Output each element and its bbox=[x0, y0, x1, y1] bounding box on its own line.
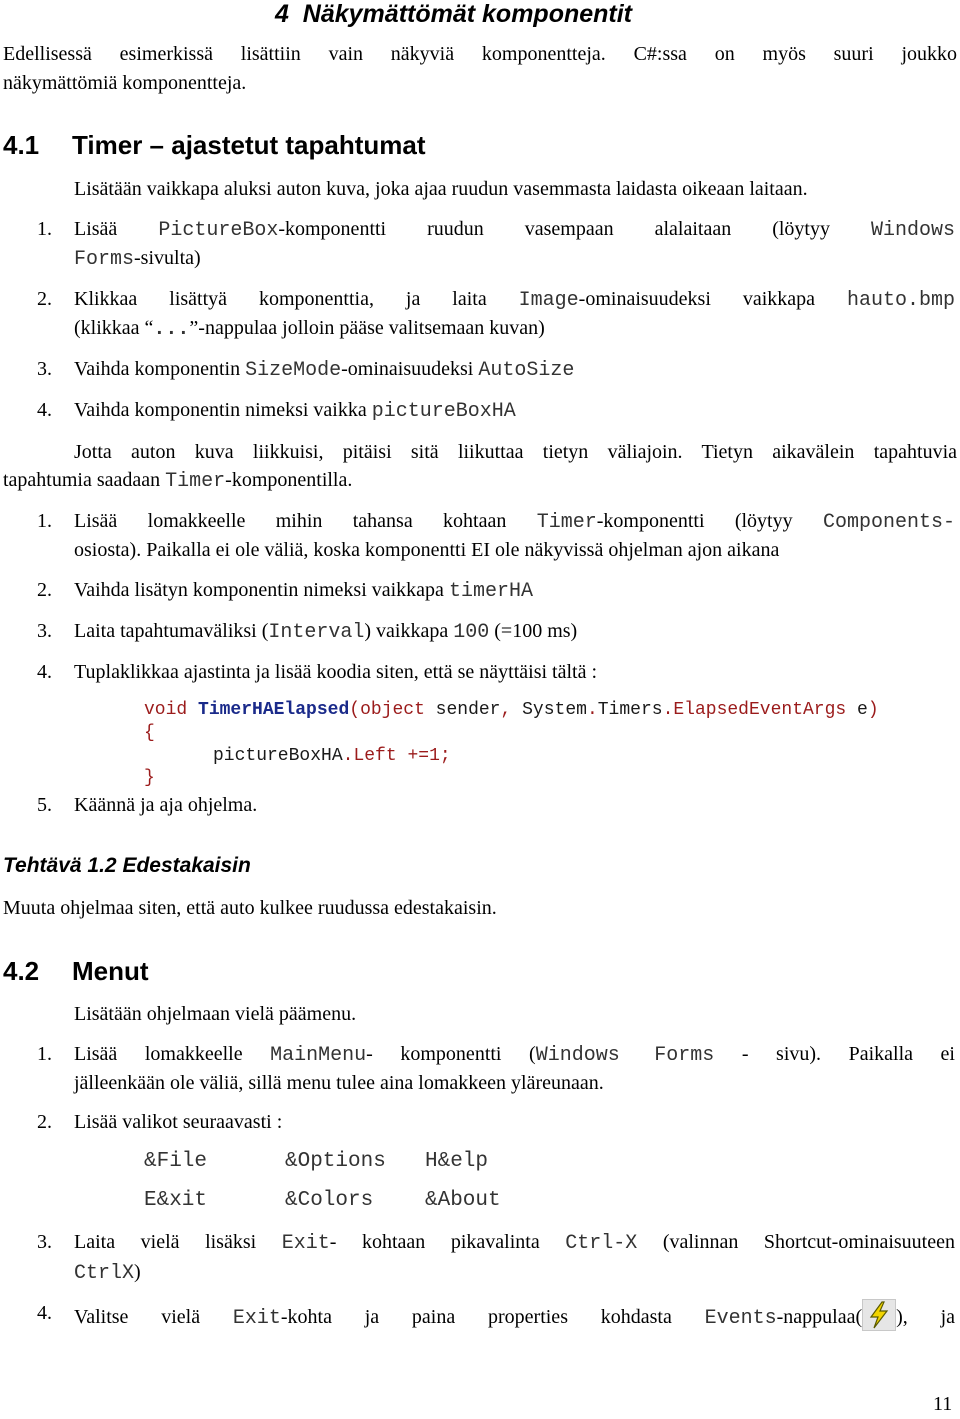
section-42-intro: Lisätään ohjelmaan vielä päämenu. bbox=[74, 1003, 357, 1025]
section-41-number: 4.1 bbox=[3, 130, 40, 160]
list3-item-1-line-2: jälleenkään ole väliä, sillä menu tulee aina lomakkeen yläreunaan. bbox=[74, 1072, 604, 1094]
menu-about: &About bbox=[425, 1189, 501, 1212]
section-42-number: 4.2 bbox=[3, 956, 40, 986]
intro-line-1: Edellisessä esimerkissä lisättiin vain näkyviä komponentteja. C#:ssa on myös suuri joukko bbox=[3, 43, 957, 65]
list2-item-5: Käännä ja aja ohjelma. bbox=[74, 794, 258, 816]
list1-number-2: 2. bbox=[37, 288, 52, 310]
menu-exit: E&xit bbox=[144, 1189, 208, 1212]
list2-item-2: Vaihda lisätyn komponentin nimeksi vaikkapa timerHA bbox=[74, 579, 533, 603]
list2-number-1: 1. bbox=[37, 510, 52, 532]
chapter-heading: 4 Näkymättömät komponentit bbox=[275, 0, 633, 28]
task-text: Muuta ohjelmaa siten, että auto kulkee ruudussa edestakaisin. bbox=[3, 897, 497, 919]
list1-item-2-line-2: (klikkaa “...”-nappulaa jolloin pääse valitsemaan kuvan) bbox=[74, 317, 545, 341]
code-line-1: void TimerHAElapsed(object sender, System.Timers.ElapsedEventArgs e) bbox=[144, 700, 879, 720]
menu-file: &File bbox=[144, 1150, 208, 1173]
list1-item-2-line-1: Klikkaa lisättyä komponenttia, ja laita Image-ominaisuudeksi vaikkapa hauto.bmp bbox=[74, 288, 955, 312]
intro-line-2: näkymättömiä komponentteja. bbox=[3, 72, 247, 94]
code-line-4: } bbox=[144, 768, 155, 788]
list3-number-1: 1. bbox=[37, 1043, 52, 1065]
section-41-intro: Lisätään vaikkapa aluksi auton kuva, joka ajaa ruudun vasemmasta laidasta oikeaan laitaan. bbox=[74, 178, 808, 200]
lightning-icon bbox=[862, 1299, 896, 1331]
list3-number-2: 2. bbox=[37, 1111, 52, 1133]
list3-item-2: Lisää valikot seuraavasti : bbox=[74, 1111, 283, 1133]
list2-item-4: Tuplaklikkaa ajastinta ja lisää koodia siten, että se näyttäisi tältä : bbox=[74, 661, 598, 683]
list3-item-1-line-1: Lisää lomakkeelle MainMenu- komponentti (Windows Forms - sivu). Paikalla ei bbox=[74, 1043, 955, 1067]
list3-item-4: Valitse vielä Exit-kohta ja paina properties kohdasta Events-nappulaa( ), ja bbox=[74, 1299, 955, 1333]
list1-item-1-line-2: Forms-sivulta) bbox=[74, 247, 201, 271]
list2-item-1-line-2: osiosta). Paikalla ei ole väliä, koska komponentti EI ole näkyvissä ohjelman ajon aikana bbox=[74, 539, 780, 561]
list1-item-4: Vaihda komponentin nimeksi vaikka pictureBoxHA bbox=[74, 399, 516, 423]
list1-item-1-line-1: Lisää PictureBox-komponentti ruudun vasempaan alalaitaan (löytyy Windows bbox=[74, 218, 956, 242]
code-line-3: pictureBoxHA.Left +=1; bbox=[213, 746, 451, 766]
list1-number-4: 4. bbox=[37, 399, 52, 421]
list1-number-3: 3. bbox=[37, 358, 52, 380]
list2-item-1-line-1: Lisää lomakkeelle mihin tahansa kohtaan Timer-komponentti (löytyy Components- bbox=[74, 510, 955, 534]
menu-colors: &Colors bbox=[285, 1189, 374, 1212]
menu-help: H&elp bbox=[425, 1150, 489, 1173]
section-42-title: Menut bbox=[72, 956, 149, 986]
list3-number-4: 4. bbox=[37, 1302, 52, 1324]
section-41-title: Timer – ajastetut tapahtumat bbox=[72, 130, 426, 160]
list2-number-2: 2. bbox=[37, 579, 52, 601]
menu-options: &Options bbox=[285, 1150, 386, 1173]
list3-item-3-line-2: CtrlX) bbox=[74, 1261, 141, 1285]
list3-item-3-line-1: Laita vielä lisäksi Exit- kohtaan pikavalinta Ctrl-X (valinnan Shortcut-ominaisuuteen bbox=[74, 1231, 955, 1255]
list3-number-3: 3. bbox=[37, 1231, 52, 1253]
page-number: 11 bbox=[933, 1393, 953, 1415]
move-paragraph-line-2: tapahtumia saadaan Timer-komponentilla. bbox=[3, 469, 353, 493]
task-title: Tehtävä 1.2 Edestakaisin bbox=[3, 854, 251, 877]
list2-number-3: 3. bbox=[37, 620, 52, 642]
move-paragraph-line-1: Jotta auton kuva liikkuisi, pitäisi sitä liikuttaa tietyn väliajoin. Tietyn aikavälein tapahtuvia bbox=[74, 441, 957, 463]
code-line-2: { bbox=[144, 723, 155, 743]
list2-number-5: 5. bbox=[37, 794, 52, 816]
list1-number-1: 1. bbox=[37, 218, 52, 240]
list2-number-4: 4. bbox=[37, 661, 52, 683]
list2-item-3: Laita tapahtumaväliksi (Interval) vaikkapa 100 (=100 ms) bbox=[74, 620, 578, 644]
list1-item-3: Vaihda komponentin SizeMode-ominaisuudeksi AutoSize bbox=[74, 358, 575, 382]
